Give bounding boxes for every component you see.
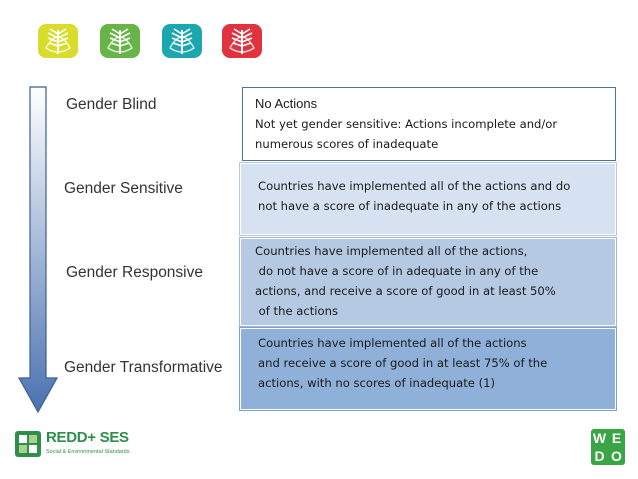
description-line: Not yet gender sensitive: Actions incomplete and/or	[255, 117, 558, 131]
wedo-logo-icon	[591, 429, 625, 465]
redd-ses-title: REDD+ SES	[46, 429, 129, 446]
wedo-letter: W	[592, 430, 607, 446]
description-line: not have a score of inadequate in any of the actions	[258, 199, 562, 213]
wedo-letter: E	[611, 430, 622, 446]
redd-ses-subtitle: Social & Environmental Standards	[46, 449, 130, 455]
wedo-letter: D	[594, 448, 605, 464]
description-box-gender-blind	[242, 87, 616, 161]
description-line: of the actions	[255, 304, 338, 318]
description-line: and receive a score of good in at least 75% of the	[258, 356, 548, 370]
level-label-gender-transformative: Gender Transformative	[64, 359, 223, 376]
description-box-gender-responsive	[240, 238, 616, 326]
level-label-gender-responsive: Gender Responsive	[66, 264, 203, 281]
level-label-gender-sensitive: Gender Sensitive	[64, 180, 183, 197]
description-line: numerous scores of inadequate	[255, 137, 439, 151]
description-box-gender-transformative	[240, 328, 616, 410]
yellow-leaf-icon	[38, 24, 78, 58]
redd-ses-mark-icon	[14, 430, 42, 458]
description-line: actions, with no scores of inadequate (1)	[258, 376, 496, 390]
teal-leaf-icon	[162, 24, 202, 58]
description-box-gender-sensitive	[240, 163, 616, 235]
red-leaf-icon	[222, 24, 262, 58]
description-line: Countries have implemented all of the actions and do	[258, 179, 571, 193]
description-line: Countries have implemented all of the actions,	[255, 244, 528, 258]
description-line: Countries have implemented all of the actions	[258, 336, 527, 350]
down-arrow-icon	[18, 86, 58, 414]
green-leaf-icon	[100, 24, 140, 58]
wedo-letter: O	[611, 448, 622, 464]
description-line: actions, and receive a score of good in at least 50%	[255, 284, 556, 298]
description-line: do not have a score of in adequate in any of the	[255, 264, 539, 278]
redd-ses-logo-icon	[14, 428, 134, 464]
level-label-gender-blind: Gender Blind	[66, 96, 157, 113]
description-line: No Actions	[255, 96, 318, 111]
